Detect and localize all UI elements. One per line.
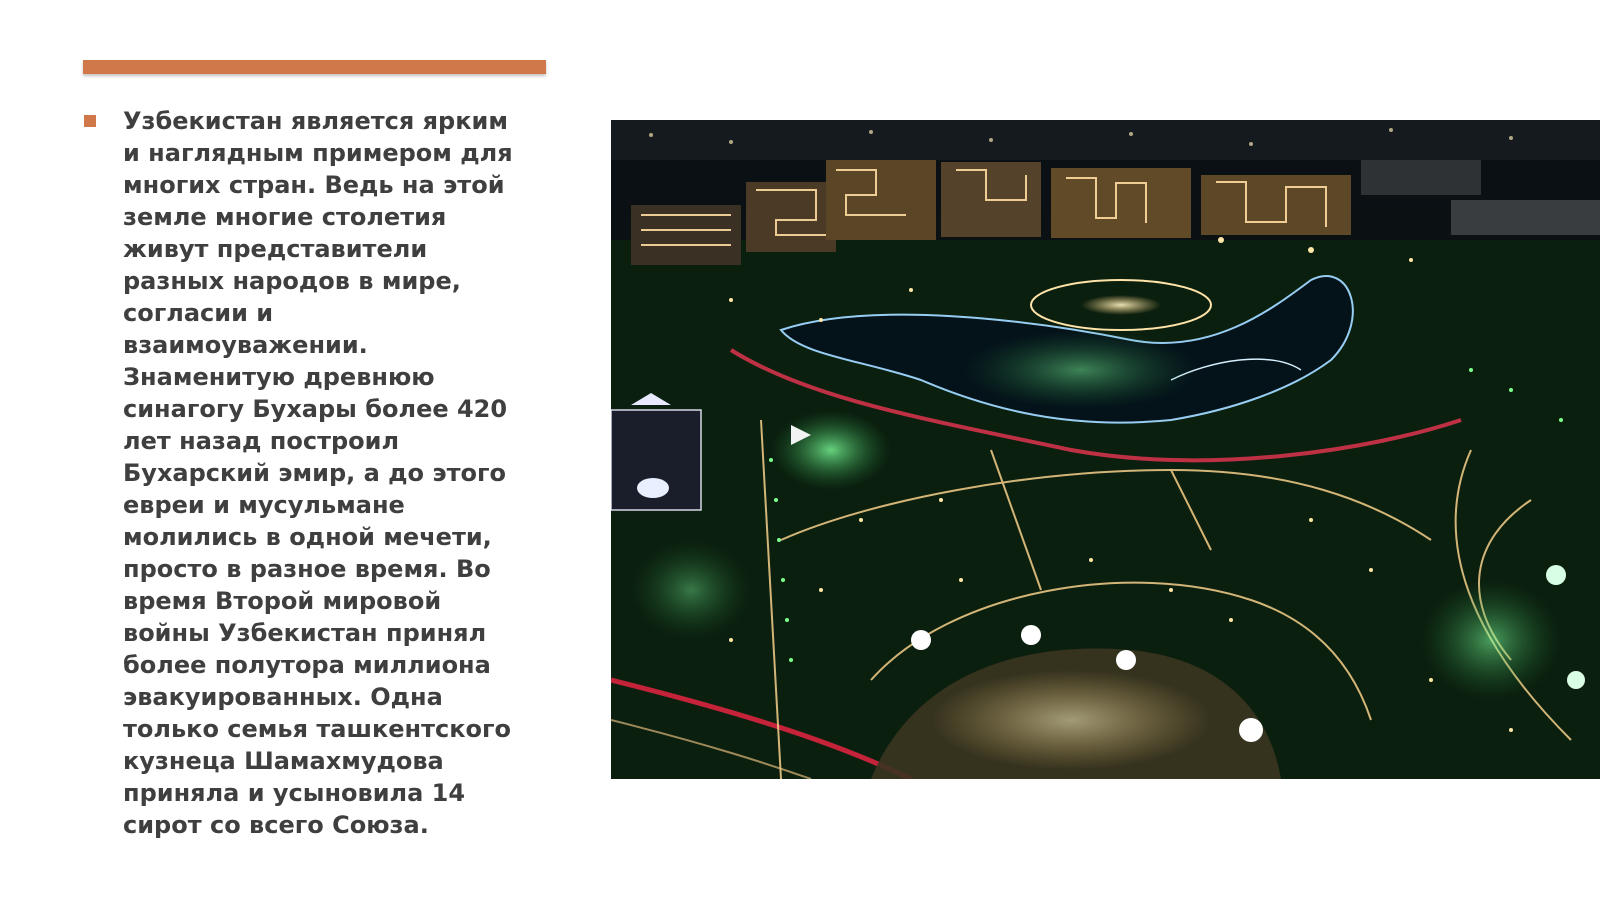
body-paragraph: Узбекистан является ярким и наглядным примером для многих стран. Ведь на этой земле многие столетия живут представители разных народов в мире, согласии и взаимоуважении. Знаменитую древнюю синагогу Бухары более 420 лет назад построил Бухарский эмир, а до этого евреи и мусульмане молились в одной мечети, просто в разное время. Во время Второй мировой войны Узбекистан принял более полутора миллиона эвакуированных. Одна только семья ташкентского кузнеца Шамахмудова приняла и усыновила 14 сирот со всего Союза.: [123, 107, 513, 839]
bullet-square-icon: [84, 115, 96, 127]
text-block: [84, 105, 554, 841]
park-night-aerial-photo: [611, 120, 1600, 779]
title-accent-bar: [83, 60, 546, 74]
